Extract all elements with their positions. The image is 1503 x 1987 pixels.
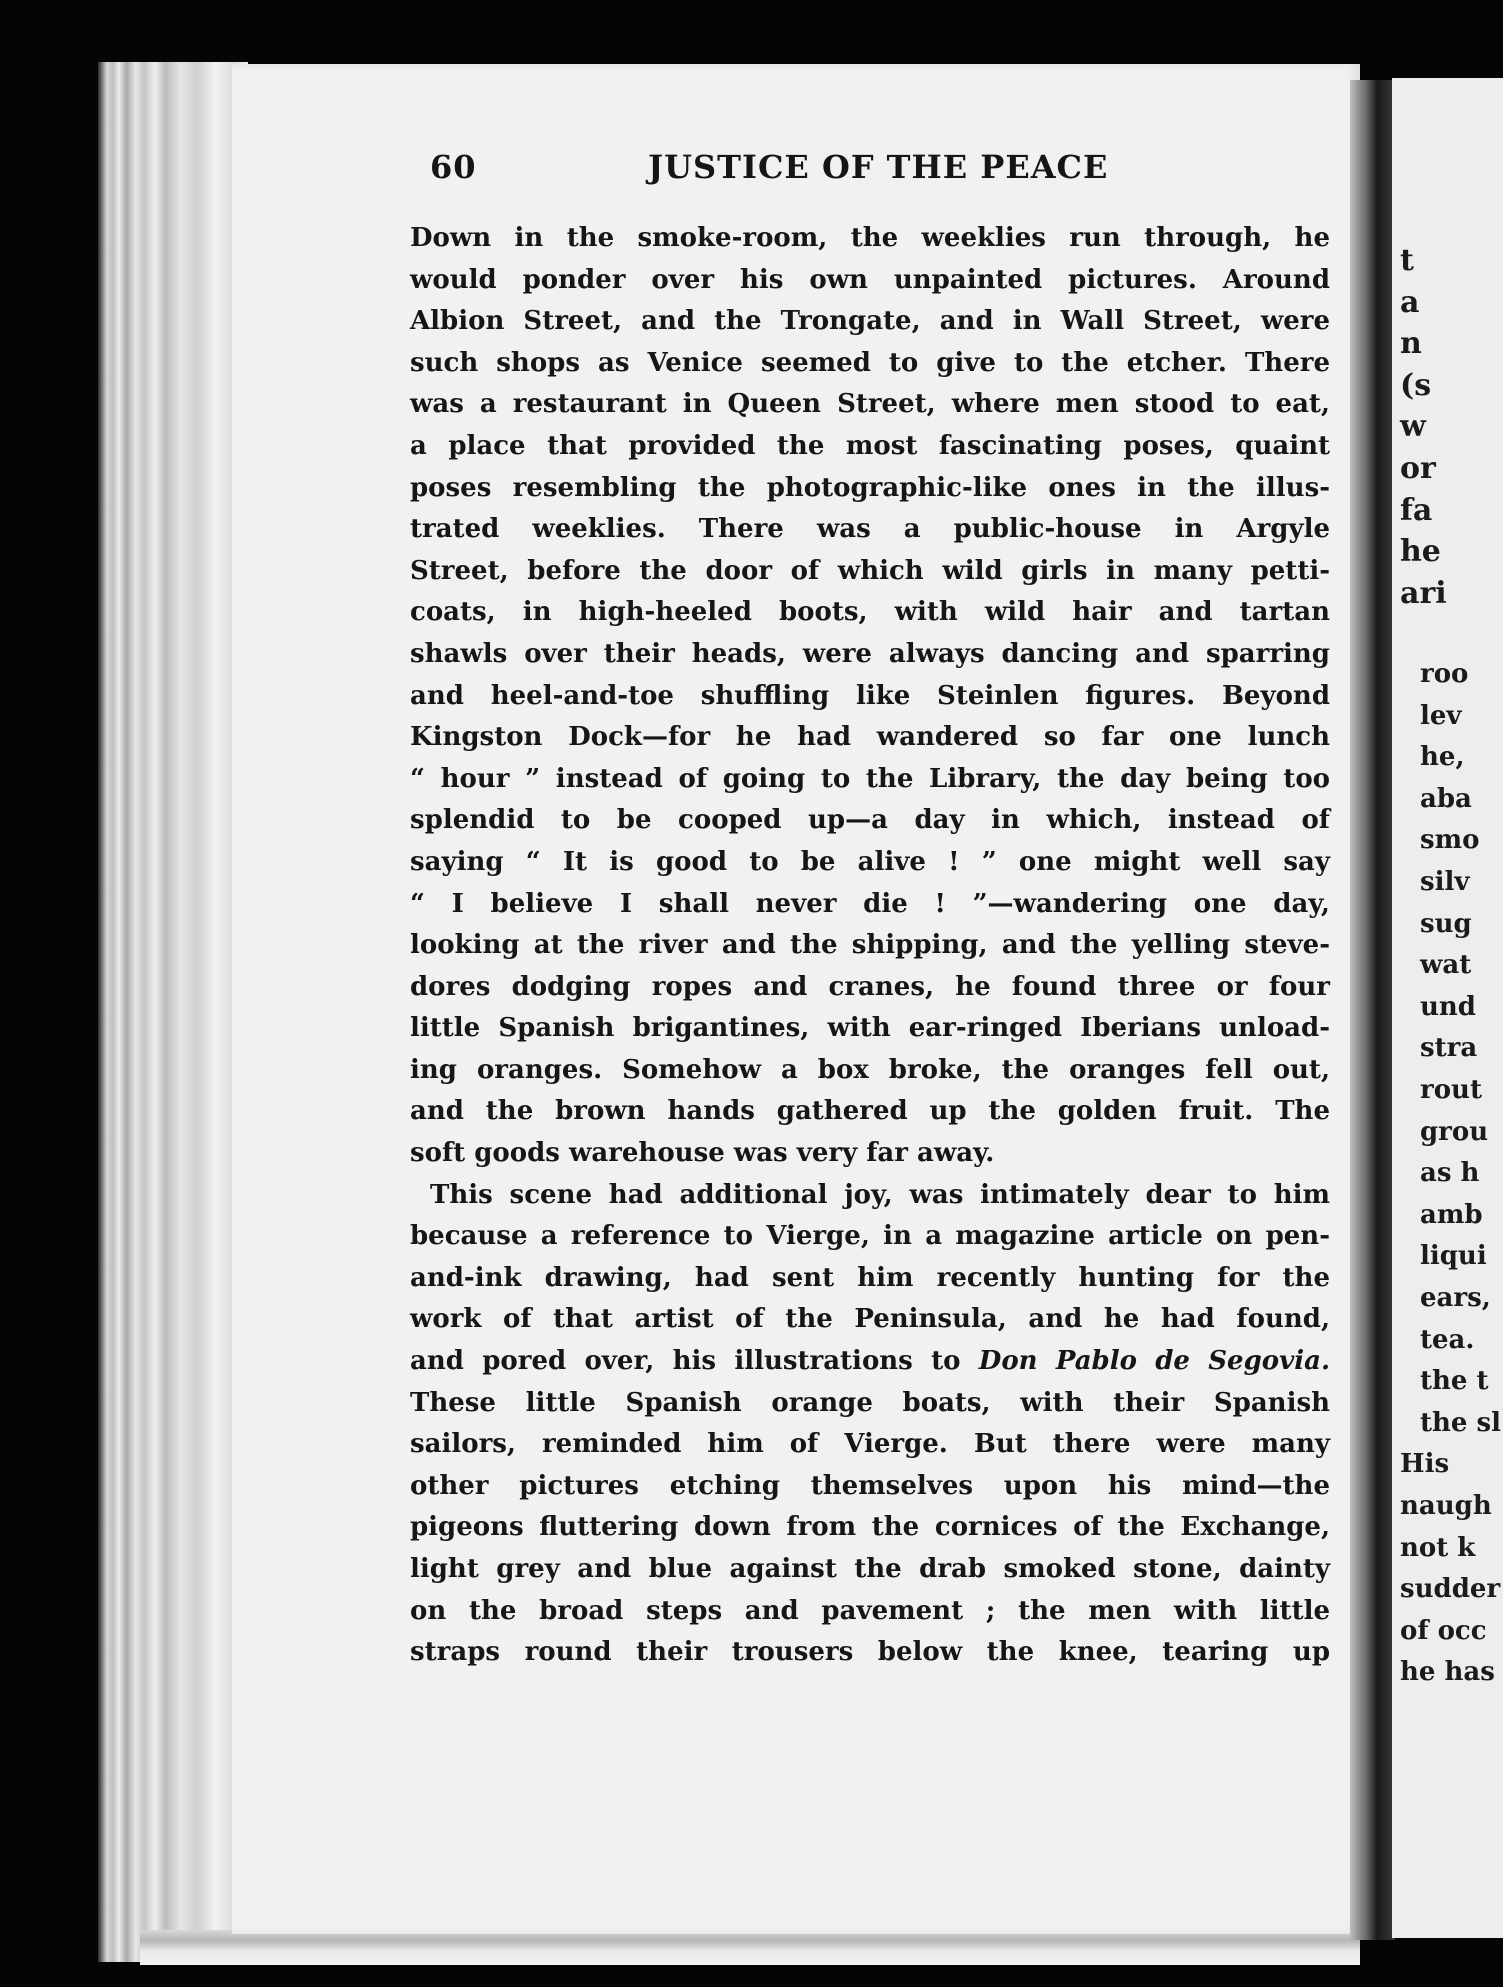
- text-line: Street, before the door of which wild girls in many petti-: [410, 555, 1330, 586]
- facing-page-fragment: as h: [1420, 1158, 1480, 1189]
- facing-page-fragment: liqui: [1420, 1241, 1487, 1272]
- page-edges-bottom: [140, 1930, 1360, 1965]
- right-page-fragment: [1392, 78, 1503, 1938]
- book-title-italic: Don Pablo de Segovia.: [978, 1346, 1330, 1377]
- text-line: These little Spanish orange boats, with their Spanish: [410, 1387, 1330, 1418]
- text-segment: and pored over, his illustrations to: [410, 1346, 979, 1377]
- facing-page-fragment: aba: [1420, 783, 1472, 814]
- text-line: sailors, reminded him of Vierge. But there were many: [410, 1429, 1330, 1460]
- body-text: [410, 218, 1330, 1674]
- facing-page-fragment: (s: [1400, 367, 1432, 403]
- facing-page-fragment: silv: [1420, 867, 1470, 897]
- text-line: splendid to be cooped up—a day in which, instead of: [410, 805, 1330, 836]
- facing-page-fragment: lev: [1420, 700, 1462, 731]
- book-gutter: [1350, 80, 1395, 1940]
- text-line: poses resembling the photographic-like ones in the illus-: [410, 472, 1330, 503]
- text-line: shawls over their heads, were always dancing and sparring: [410, 638, 1330, 669]
- facing-page-fragment: w: [1400, 409, 1426, 445]
- text-line: and heel-and-toe shuffling like Steinlen figures. Beyond: [410, 680, 1330, 711]
- facing-page-fragment: he,: [1420, 742, 1465, 773]
- facing-page-fragment: tea.: [1420, 1324, 1475, 1355]
- facing-page-fragment: he: [1400, 534, 1441, 570]
- facing-page-fragment: roo: [1420, 659, 1469, 689]
- page-title: JUSTICE OF THE PEACE: [648, 148, 1109, 186]
- text-line: coats, in high-heeled boots, with wild hair and tartan: [410, 597, 1330, 628]
- text-line: and-ink drawing, had sent him recently hunting for the: [410, 1262, 1330, 1293]
- text-line: because a reference to Vierge, in a magazine article on pen-: [410, 1221, 1330, 1252]
- page-number: 60: [430, 148, 477, 186]
- facing-page-fragment: ari: [1400, 575, 1447, 611]
- text-line: ing oranges. Somehow a box broke, the oranges fell out,: [410, 1054, 1330, 1085]
- text-line: and the brown hands gathered up the golden fruit. The: [410, 1096, 1330, 1127]
- facing-page-fragment: sudder: [1400, 1574, 1501, 1605]
- facing-page-fragment: sug: [1420, 908, 1472, 939]
- paragraph-first-line: This scene had additional joy, was intimately dear to him: [430, 1179, 1330, 1210]
- text-line: soft goods warehouse was very far away.: [410, 1138, 995, 1169]
- text-line: trated weeklies. There was a public-house in Argyle: [410, 514, 1330, 545]
- facing-page-fragment: a: [1400, 284, 1420, 320]
- facing-page-fragment: rout: [1420, 1075, 1482, 1105]
- facing-page-fragment: not k: [1400, 1532, 1476, 1563]
- facing-page-fragment: naugh: [1400, 1491, 1492, 1521]
- running-head: [430, 148, 1390, 192]
- text-line: “ I believe I shall never die ! ”—wandering one day,: [410, 888, 1330, 919]
- text-line: on the broad steps and pavement ; the men with little: [410, 1595, 1330, 1626]
- facing-page-fragment: amb: [1420, 1199, 1483, 1230]
- facing-page-fragment: or: [1400, 451, 1436, 486]
- text-line: dores dodging ropes and cranes, he found three or four: [410, 971, 1330, 1002]
- facing-page-fragment: wat: [1420, 950, 1472, 981]
- text-line: saying “ It is good to be alive ! ” one might well say: [410, 846, 1330, 877]
- facing-page-fragment: smo: [1420, 825, 1480, 856]
- text-line: other pictures etching themselves upon his mind—the: [410, 1470, 1330, 1501]
- facing-page-fragment: His: [1400, 1449, 1450, 1480]
- text-line: work of that artist of the Peninsula, and he had found,: [410, 1304, 1330, 1335]
- text-line: Kingston Dock—for he had wandered so far one lunch: [410, 722, 1330, 753]
- facing-page-fragment: he has: [1400, 1657, 1495, 1688]
- facing-page-fragment: the t: [1420, 1366, 1489, 1397]
- text-line: was a restaurant in Queen Street, where men stood to eat,: [410, 389, 1330, 420]
- text-line: would ponder over his own unpainted pictures. Around: [410, 264, 1330, 295]
- text-line: little Spanish brigantines, with ear-ringed Iberians unload-: [410, 1013, 1330, 1044]
- facing-page-fragment: t: [1400, 243, 1414, 278]
- text-line: a place that provided the most fascinating poses, quaint: [410, 430, 1330, 461]
- facing-page-fragment: und: [1420, 991, 1476, 1022]
- text-line: light grey and blue against the drab smoked stone, dainty: [410, 1554, 1330, 1584]
- page-edges-left: [98, 62, 248, 1962]
- text-line: pigeons fluttering down from the cornices of the Exchange,: [410, 1512, 1330, 1543]
- text-line: such shops as Venice seemed to give to the etcher. There: [410, 347, 1330, 378]
- text-line: looking at the river and the shipping, and the yelling steve-: [410, 930, 1330, 961]
- text-line: Down in the smoke-room, the weeklies run through, he: [410, 223, 1330, 253]
- facing-page-fragment: fa: [1400, 492, 1433, 528]
- text-line-with-title: [410, 1341, 1330, 1383]
- facing-page-fragment: ears,: [1420, 1283, 1491, 1313]
- facing-page-fragment: stra: [1420, 1033, 1478, 1064]
- text-line: “ hour ” instead of going to the Library, the day being too: [410, 763, 1330, 794]
- facing-page-fragment: grou: [1420, 1116, 1489, 1147]
- facing-page-fragment: n: [1400, 326, 1422, 362]
- facing-page-fragment: the sl: [1420, 1407, 1502, 1438]
- text-line: straps round their trousers below the knee, tearing up: [410, 1637, 1330, 1668]
- text-line: Albion Street, and the Trongate, and in Wall Street, were: [410, 306, 1330, 337]
- facing-page-fragment: of occ: [1400, 1615, 1487, 1646]
